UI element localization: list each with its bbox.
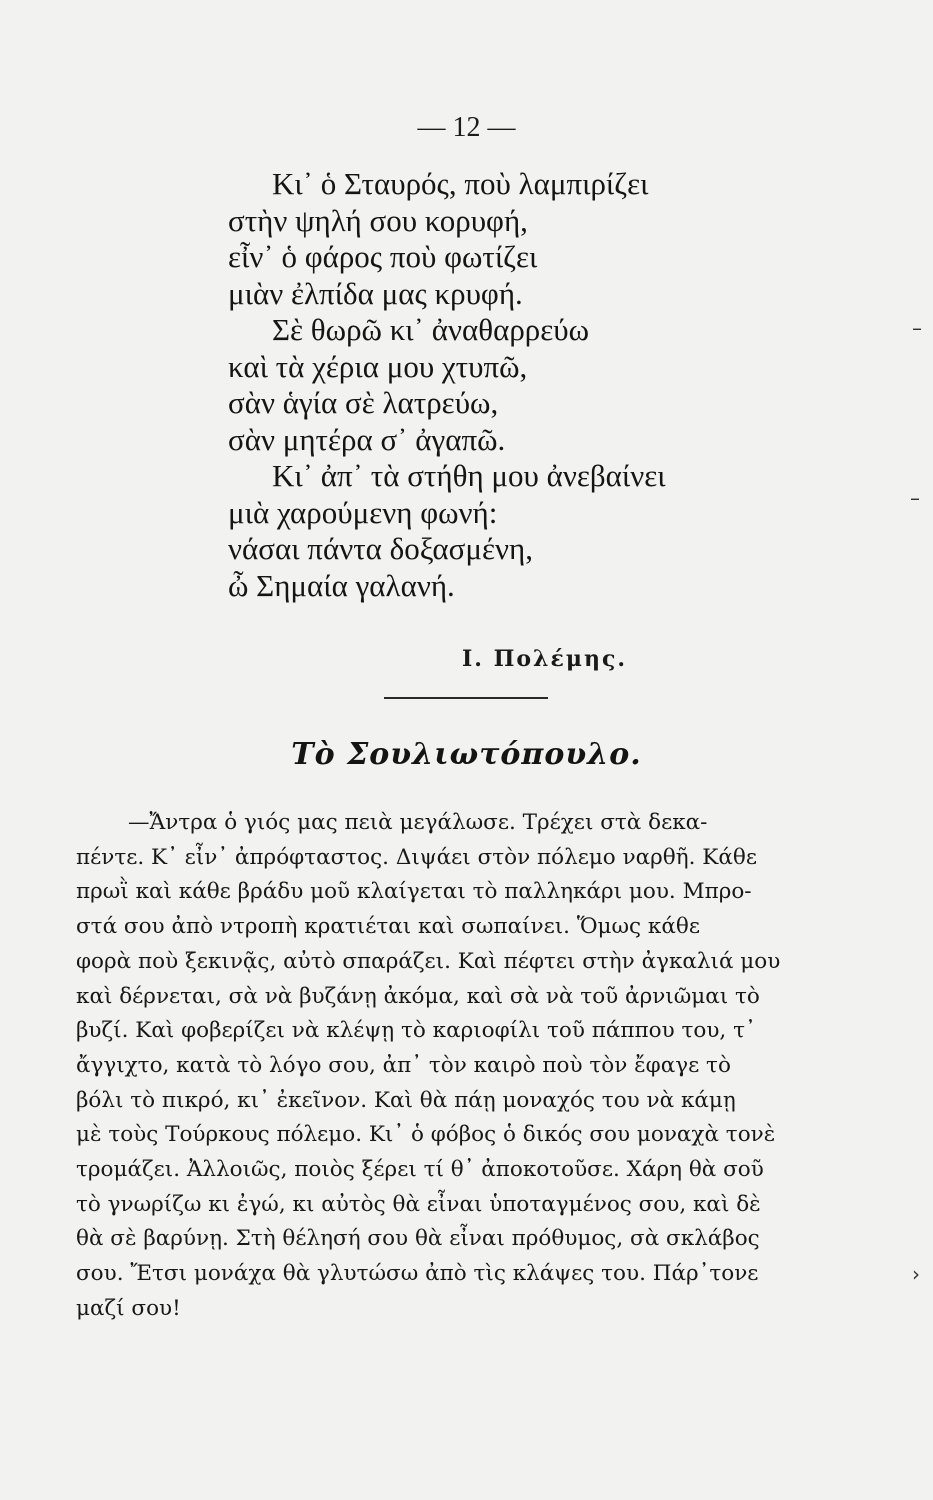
margin-mark: › (912, 1262, 920, 1286)
poem-line: ὦ Σημαία γαλανή. (228, 567, 455, 603)
poem-line: Κι᾿ ὁ Σταυρός, ποὺ λαμπιρίζει (272, 166, 649, 201)
story-line: βόλι τὸ πικρό, κι᾿ ἐκεῖνον. Καὶ θὰ πάῃ μοναχός του νὰ κάμῃ (76, 1087, 736, 1113)
story-line: ἄγγιχτο, κατὰ τὸ λόγο σου, ἀπ᾿ τὸν καιρὸ ποὺ τὸν ἔφαγε τὸ (76, 1052, 731, 1078)
poem-line: καὶ τὰ χέρια μου χτυπῶ, (228, 348, 528, 384)
poem-line: στὴν ψηλή σου κορυφή, (228, 202, 528, 238)
poem-line: εἶν᾿ ὁ φάρος ποὺ φωτίζει (228, 239, 538, 274)
story-line: τὸ γνωρίζω κι ἐγώ, κι αὐτὸς θὰ εἶναι ὑποταγμένος σου, καὶ δὲ (76, 1191, 761, 1217)
poem-line: σὰν ἁγία σὲ λατρεύω, (228, 385, 499, 420)
poem-line: μιὰν ἐλπίδα μας κρυφή. (228, 275, 523, 311)
poem-line: μιὰ χαρούμενη φωνή: (228, 494, 498, 530)
story-line: θὰ σὲ βαρύνῃ. Στὴ θέλησή σου θὰ εἶναι πρόθυμος, σὰ σκλάβος (76, 1226, 760, 1252)
story-line: μὲ τοὺς Τούρκους πόλεμο. Κι᾿ ὁ φόβος ὁ δικός σου μοναχὰ τονὲ (76, 1122, 776, 1148)
poem-line: σὰν μητέρα σ᾿ ἀγαπῶ. (228, 421, 506, 457)
story-line: στά σου ἀπὸ ντροπὴ κρατιέται καὶ σωπαίνει. Ὅμως κάθε (76, 914, 700, 940)
story-line: καὶ δέρνεται, σὰ νὰ βυζάνῃ ἀκόμα, καὶ σὰ νὰ τοῦ ἀρνιῶμαι τὸ (76, 983, 760, 1009)
story-line: φορὰ ποὺ ξεκινᾷς, αὐτὸ σπαράζει. Καὶ πέφτει στὴν ἀγκαλιά μου (76, 948, 781, 974)
story-line: βυζί. Καὶ φοβερίζει νὰ κλέψῃ τὸ καριοφίλι τοῦ πάππου του, τ᾿ (76, 1018, 756, 1044)
poem-signature: Ι. Πολέμης. (462, 646, 628, 672)
story-line: —Ἄντρα ὁ γιός μας πειὰ μεγάλωσε. Τρέχει στὰ δεκα- (128, 810, 708, 835)
story-line: τρομάζει. Ἀλλοιῶς, ποιὸς ξέρει τί θ᾿ ἀποκοτοῦσε. Χάρη θὰ σοῦ (76, 1157, 764, 1183)
poem (228, 166, 666, 604)
section-divider (384, 697, 548, 699)
story-line: σου. Ἔτσι μονάχα θὰ γλυτώσω ἀπὸ τὶς κλάψες του. Πάρ᾿τονε (76, 1261, 759, 1287)
margin-mark: – (910, 486, 920, 510)
story-text (76, 806, 836, 1327)
story-title: Τὸ Σουλιωτόπουλο. (291, 737, 642, 772)
poem-line: Κι᾿ ἀπ᾿ τὰ στήθη μου ἀνεβαίνει (272, 458, 666, 493)
page-number: — 12 — (417, 112, 516, 143)
poem-line: νάσαι πάντα δοξασμένη, (228, 531, 534, 566)
story-line: μαζί σου! (76, 1295, 181, 1321)
margin-mark: – (912, 316, 922, 340)
poem-line: Σὲ θωρῶ κι᾿ ἀναθαρρεύω (272, 312, 590, 347)
story-line: πρωῒ καὶ κάθε βράδυ μοῦ κλαίγεται τὸ παλληκάρι μου. Μπρο- (76, 879, 752, 905)
story-line: πέντε. Κ᾿ εἶν᾿ ἀπρόφταστος. Διψάει στὸν πόλεμο ναρθῆ. Κάθε (76, 844, 757, 870)
